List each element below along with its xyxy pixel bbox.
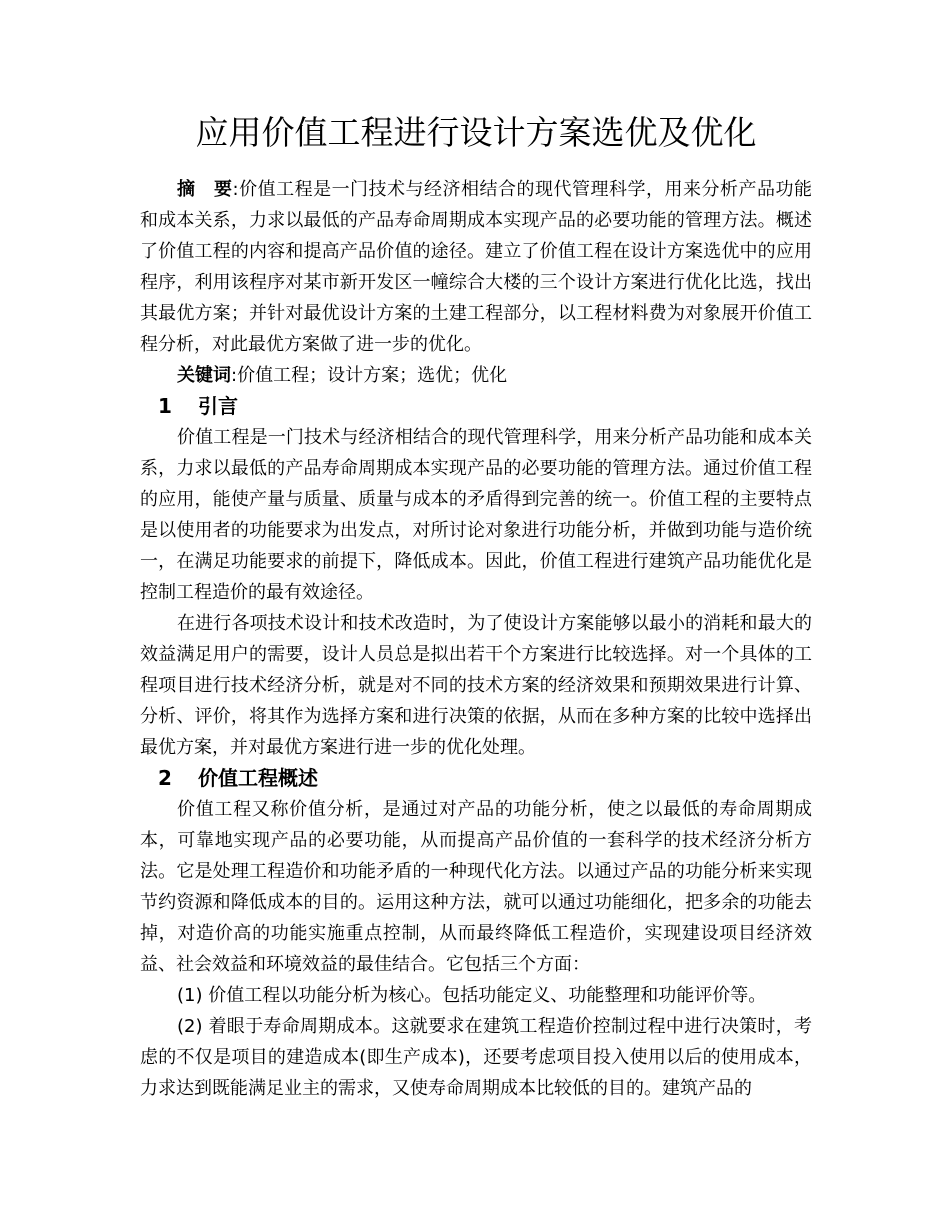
section-number: 2 [158, 766, 172, 790]
abstract-text: 价值工程是一门技术与经济相结合的现代管理科学，用来分析产品功能和成本关系，力求以最低的产品寿命周期成本实现产品的必要功能的管理方法。概述了价值工程的内容和提高产品价值的途径。建立了价值工程在设计方案选优中的应用程序，利用该程序对某市新开发区一幢综合大楼的三个设计方案进行优化比选，找出其最优方案；并针对最优设计方案的土建工程部分，以工程材料费为对象展开价值工程分析，对此最优方案做了进一步的优化。 [140, 179, 813, 355]
body-paragraph: 价值工程又称价值分析，是通过对产品的功能分析，使之以最低的寿命周期成本，可靠地实现产品的必要功能，从而提高产品价值的一套科学的技术经济分析方法。它是处理工程造价和功能矛盾的一种现代化方法。以通过产品的功能分析来实现节约资源和降低成本的目的。运用这种方法，就可以通过功能细化，把多余的功能去掉，对造价高的功能实施重点控制，从而最终降低工程造价，实现建设项目经济效益、社会效益和环境效益的最佳结合。它包括三个方面： [140, 799, 812, 975]
section-number: 1 [158, 394, 172, 418]
keywords-paragraph [140, 360, 812, 391]
section-title: 价值工程概述 [198, 766, 318, 790]
document-page [140, 110, 812, 1104]
keywords-label: 关键词 [177, 365, 231, 386]
abstract-separator: : [232, 179, 239, 200]
section-title: 引言 [198, 394, 238, 418]
keywords-separator: : [231, 365, 238, 386]
section-heading-1 [140, 391, 812, 422]
keywords-text: 价值工程；设计方案；选优；优化 [237, 365, 508, 386]
body-paragraph: 价值工程是一门技术与经济相结合的现代管理科学，用来分析产品功能和成本关系，力求以最低的产品寿命周期成本实现产品的必要功能的管理方法。通过价值工程的应用，能使产量与质量、质量与成本的矛盾得到完善的统一。价值工程的主要特点是以使用者的功能要求为出发点，对所讨论对象进行功能分析，并做到功能与造价统一，在满足功能要求的前提下，降低成本。因此，价值工程进行建筑产品功能优化是控制工程造价的最有效途径。 [140, 427, 812, 603]
list-item: (2) 着眼于寿命周期成本。这就要求在建筑工程造价控制过程中进行决策时，考虑的不仅是项目的建造成本(即生产成本)，还要考虑项目投入使用以后的使用成本，力求达到既能满足业主的需求，又使寿命周期成本比较低的目的。建筑产品的 [140, 1016, 812, 1099]
section-heading-2 [140, 763, 812, 794]
abstract-paragraph [140, 174, 812, 360]
body-paragraph: 在进行各项技术设计和技术改造时，为了使设计方案能够以最小的消耗和最大的效益满足用户的需要，设计人员总是拟出若干个方案进行比较选择。对一个具体的工程项目进行技术经济分析，就是对不同的技术方案的经济效果和预期效果进行计算、分析、评价，将其作为选择方案和进行决策的依据，从而在多种方案的比较中选择出最优方案，并对最优方案进行进一步的优化处理。 [140, 613, 812, 758]
document-title: 应用价值工程进行设计方案选优及优化 [195, 113, 757, 152]
list-item: (1) 价值工程以功能分析为核心。包括功能定义、功能整理和功能评价等。 [177, 985, 767, 1006]
abstract-label: 摘 要 [177, 179, 233, 200]
